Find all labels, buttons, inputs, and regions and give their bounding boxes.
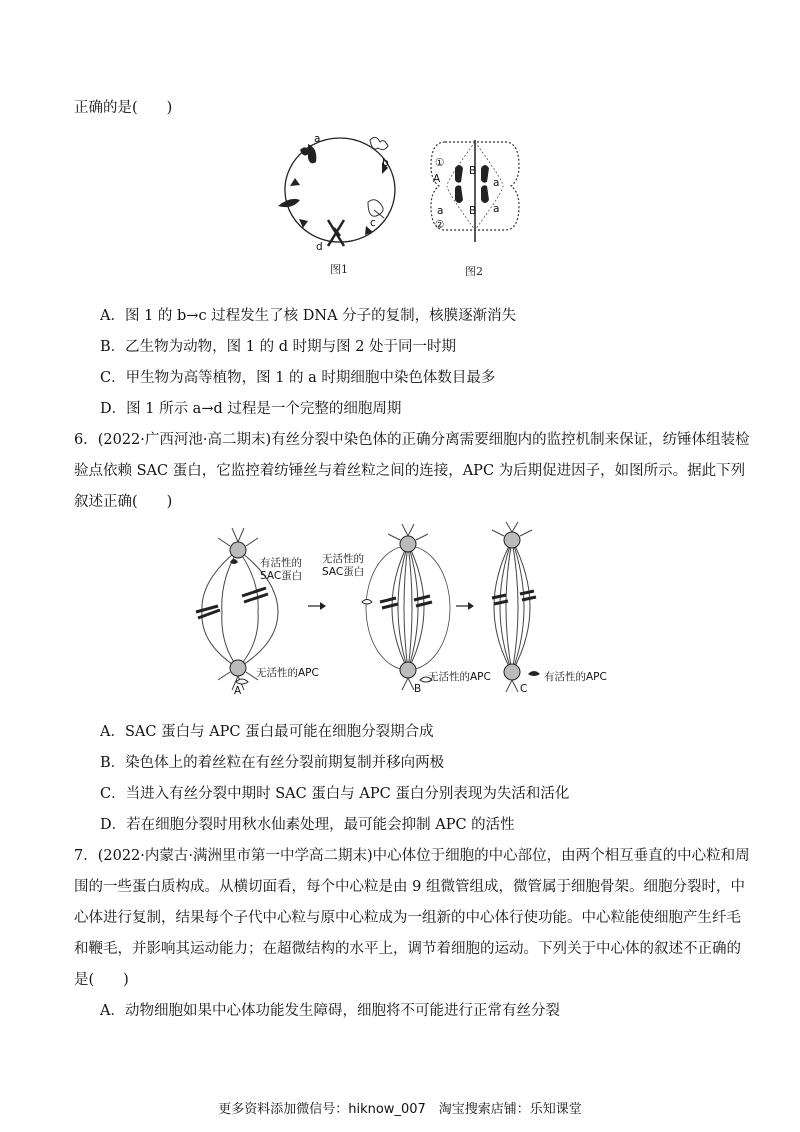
q5-option-c: C．甲生物为高等植物，图 1 的 a 时期细胞中染色体数目最多: [100, 370, 496, 386]
label-active-apc: 有活性的APC: [544, 671, 607, 683]
label-active-sac-line2: SAC蛋白: [260, 570, 303, 582]
q5-option-a: A．图 1 的 b→c 过程发生了核 DNA 分子的复制，核膜逐渐消失: [100, 308, 517, 324]
label-inactive-sac-line1: 无活性的: [322, 553, 364, 565]
fig1-chromosome-left: [278, 199, 300, 207]
fig1-label-d: d: [316, 241, 323, 253]
apc-active-marker: [528, 671, 540, 676]
apc-inactive-marker-a: [236, 679, 248, 684]
figure-1-cell-cycle: [270, 128, 410, 278]
fig2-label-a-top: a: [493, 177, 500, 189]
q6-option-b: B．染色体上的着丝粒在有丝分裂前期复制并移向两极: [100, 755, 445, 771]
fig1-chromosome-a: [300, 144, 316, 163]
panel-c-label: C: [520, 683, 528, 695]
label-inactive-sac-line2: SAC蛋白: [322, 566, 365, 578]
fig1-chromatin-c: [368, 200, 384, 218]
label-active-sac-line1: 有活性的: [260, 557, 302, 569]
q6-figure-sac-apc: [190, 520, 630, 698]
fig1-label-a: a: [314, 133, 321, 145]
figure1-caption: 图1: [330, 263, 348, 276]
fig2-chromosome-3: [455, 185, 463, 203]
sac-protein-inactive-marker: [362, 600, 372, 605]
figure2-caption: 图2: [465, 265, 483, 278]
label-inactive-apc-b: 无活性的APC: [428, 671, 491, 683]
q6-option-c: C．当进入有丝分裂中期时 SAC 蛋白与 APC 蛋白分别表现为失活和活化: [100, 786, 570, 802]
figure-2-dividing-cell: [425, 130, 525, 278]
fig1-label-b: b: [382, 157, 389, 169]
q6-option-d: D．若在细胞分裂时用秋水仙素处理，最可能会抑制 APC 的活性: [100, 817, 515, 833]
q7-stem-line-3: 心体进行复制，结果每个子代中心粒与原中心粒成为一组新的中心体行使功能。中心粒能使细胞产生纤毛: [74, 910, 741, 926]
cell-b: [322, 524, 491, 695]
cell-a: [196, 528, 319, 697]
label-inactive-apc-a: 无活性的APC: [256, 667, 319, 679]
q5-option-b: B．乙生物为动物，图 1 的 d 时期与图 2 处于同一时期: [100, 339, 457, 355]
fig2-label-a-left: a: [437, 205, 444, 217]
panel-a-label: A: [234, 685, 242, 697]
fig2-chromosome-4: [481, 185, 489, 203]
fig2-label-B-bottom: B: [469, 205, 477, 217]
q6-stem-line-3: 叙述正确( ): [74, 494, 173, 510]
q6-option-a: A．SAC 蛋白与 APC 蛋白最可能在细胞分裂期合成: [100, 724, 434, 740]
fig1-chromatin-b: [370, 137, 388, 149]
fig2-label-B-top: B: [469, 165, 477, 177]
q7-option-a: A．动物细胞如果中心体功能发生障碍，细胞将不可能进行正常有丝分裂: [100, 1003, 560, 1019]
fig2-chromosome-1: [455, 165, 463, 183]
panel-b-label: B: [414, 683, 422, 695]
q5-option-d: D．图 1 所示 a→d 过程是一个完整的细胞周期: [100, 401, 402, 417]
cell-c: [492, 522, 607, 695]
q7-stem-line-1: 7．(2022·内蒙古·满洲里市第一中学高二期末)中心体位于细胞的中心部位，由两个相互垂直的中心粒和周: [74, 848, 750, 864]
cell-a-chromosome-1: [196, 606, 220, 618]
fig1-label-c: c: [370, 217, 376, 229]
fig2-label-A: A: [433, 173, 441, 185]
fig2-label-circle2: ②: [435, 219, 445, 231]
q6-stem-line-1: 6．(2022·广西河池·高二期末)有丝分裂中染色体的正确分离需要细胞内的监控机制来保证，纺锤体组装检: [74, 432, 750, 448]
q7-stem-line-4: 和鞭毛，并影响其运动能力；在超微结构的水平上，调节着细胞的运动。下列关于中心体的叙述不正确的: [74, 941, 741, 957]
q7-stem-line-5: 是( ): [74, 972, 129, 988]
cell-a-chromosome-2: [242, 588, 268, 602]
q5-stem-tail: 正确的是( ): [74, 100, 173, 116]
q6-stem-line-2: 验点依赖 SAC 蛋白，它监控着纺锤丝与着丝粒之间的连接，APC 为后期促进因子，如图所示。据此下列: [74, 463, 746, 479]
fig2-label-a-right: a: [493, 203, 500, 215]
fig2-chromosome-2: [481, 165, 489, 183]
q7-stem-line-2: 围的一些蛋白质构成。从横切面看，每个中心粒是由 9 组微管组成，微管属于细胞骨架。细胞分裂时，中: [74, 879, 745, 895]
page-footer: 更多资料添加微信号：hiknow_007 淘宝搜索店铺：乐知课堂: [218, 1102, 582, 1117]
fig2-label-circle1: ①: [435, 157, 445, 169]
